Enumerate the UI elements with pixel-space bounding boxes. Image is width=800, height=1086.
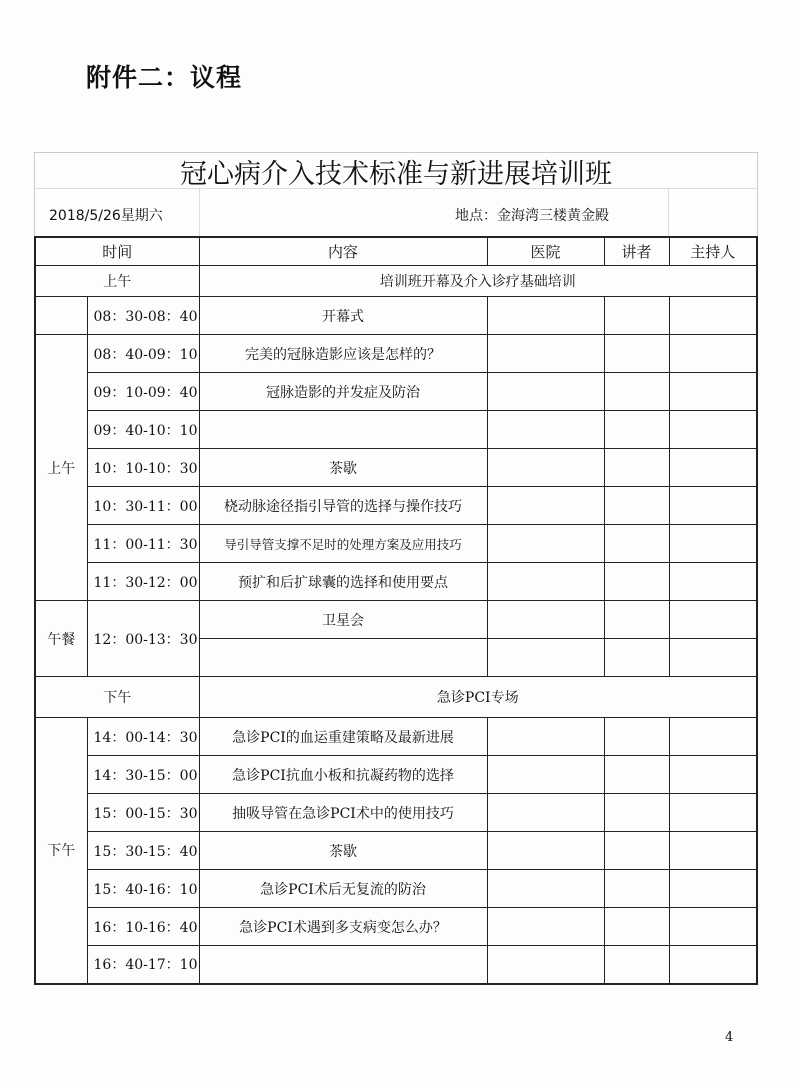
- speaker-cell: [604, 639, 669, 677]
- hospital-cell: [487, 718, 604, 756]
- time-cell: 11：00-11：30: [87, 525, 199, 563]
- host-cell: [669, 908, 757, 946]
- hospital-cell: [487, 946, 604, 984]
- period-cell: 下午: [35, 718, 87, 984]
- table-row: [35, 411, 757, 449]
- speaker-cell: [604, 563, 669, 601]
- page-number: 4: [725, 1030, 734, 1045]
- speaker-cell: [604, 794, 669, 832]
- speaker-cell: [604, 601, 669, 639]
- host-cell: [669, 411, 757, 449]
- table-row: [35, 525, 757, 563]
- hospital-cell: [487, 870, 604, 908]
- hospital-cell: [487, 756, 604, 794]
- header-time: 时间: [35, 237, 199, 266]
- host-cell: [669, 449, 757, 487]
- section-row-afternoon: [35, 677, 757, 718]
- time-cell: 11：30-12：00: [87, 563, 199, 601]
- content-cell: 抽吸导管在急诊PCI术中的使用技巧: [199, 794, 487, 832]
- hospital-cell: [487, 908, 604, 946]
- time-cell: 15：30-15：40: [87, 832, 199, 870]
- host-cell: [669, 525, 757, 563]
- header-row: [35, 237, 757, 266]
- period-cell: [35, 297, 87, 335]
- content-cell: 卫星会: [199, 601, 487, 639]
- time-cell: 09：40-10：10: [87, 411, 199, 449]
- content-cell: 完美的冠脉造影应该是怎样的？: [199, 335, 487, 373]
- speaker-cell: [604, 525, 669, 563]
- hospital-cell: [487, 449, 604, 487]
- agenda-table: [34, 236, 758, 985]
- section-period: 上午: [35, 266, 199, 297]
- table-row: [35, 908, 757, 946]
- event-date: 2018/5/26星期六: [49, 208, 163, 224]
- speaker-cell: [604, 870, 669, 908]
- hospital-cell: [487, 639, 604, 677]
- section-row-morning: [35, 266, 757, 297]
- speaker-cell: [604, 335, 669, 373]
- hospital-cell: [487, 487, 604, 525]
- hospital-cell: [487, 297, 604, 335]
- speaker-cell: [604, 449, 669, 487]
- event-venue: 地点：金海湾三楼黄金殿: [455, 208, 609, 224]
- hospital-cell: [487, 411, 604, 449]
- table-row: [35, 756, 757, 794]
- table-row: [35, 373, 757, 411]
- host-cell: [669, 335, 757, 373]
- time-cell: 08：40-09：10: [87, 335, 199, 373]
- content-cell: [199, 639, 487, 677]
- table-row: [35, 946, 757, 984]
- host-cell: [669, 946, 757, 984]
- content-cell: 急诊PCI的血运重建策略及最新进展: [199, 718, 487, 756]
- time-cell: 15：40-16：10: [87, 870, 199, 908]
- host-cell: [669, 794, 757, 832]
- speaker-cell: [604, 487, 669, 525]
- speaker-cell: [604, 718, 669, 756]
- host-cell: [669, 601, 757, 639]
- speaker-cell: [604, 908, 669, 946]
- attachment-title: 附件二：议程: [86, 63, 243, 92]
- header-host: 主持人: [669, 237, 757, 266]
- table-row: [35, 449, 757, 487]
- content-cell: 桡动脉途径指引导管的选择与操作技巧: [199, 487, 487, 525]
- content-cell: 茶歇: [199, 449, 487, 487]
- content-cell: 开幕式: [199, 297, 487, 335]
- hospital-cell: [487, 335, 604, 373]
- table-row: [35, 601, 757, 639]
- host-cell: [669, 718, 757, 756]
- time-cell: 12：00-13：30: [87, 601, 199, 677]
- host-cell: [669, 373, 757, 411]
- header-speaker: 讲者: [604, 237, 669, 266]
- host-cell: [669, 297, 757, 335]
- table-row: [35, 563, 757, 601]
- host-cell: [669, 870, 757, 908]
- host-cell: [669, 832, 757, 870]
- table-row: [35, 487, 757, 525]
- table-row: [35, 832, 757, 870]
- time-cell: 14：00-14：30: [87, 718, 199, 756]
- host-cell: [669, 487, 757, 525]
- table-row: [35, 335, 757, 373]
- hospital-cell: [487, 832, 604, 870]
- header-hospital: 医院: [487, 237, 604, 266]
- event-info-row: [34, 188, 758, 237]
- period-cell: 午餐: [35, 601, 87, 677]
- speaker-cell: [604, 946, 669, 984]
- table-row: [35, 297, 757, 335]
- time-cell: 16：10-16：40: [87, 908, 199, 946]
- period-cell: 上午: [35, 335, 87, 601]
- time-cell: 16：40-17：10: [87, 946, 199, 984]
- content-cell: 急诊PCI术遇到多支病变怎么办？: [199, 908, 487, 946]
- time-cell: 10：30-11：00: [87, 487, 199, 525]
- table-row: [35, 870, 757, 908]
- time-cell: 14：30-15：00: [87, 756, 199, 794]
- time-cell: 08：30-08：40: [87, 297, 199, 335]
- divider: [668, 189, 669, 237]
- content-cell: 预扩和后扩球囊的选择和使用要点: [199, 563, 487, 601]
- hospital-cell: [487, 525, 604, 563]
- content-cell: 急诊PCI术后无复流的防治: [199, 870, 487, 908]
- table-row: [35, 794, 757, 832]
- time-cell: 10：10-10：30: [87, 449, 199, 487]
- speaker-cell: [604, 756, 669, 794]
- table-row: [35, 718, 757, 756]
- content-cell: 冠脉造影的并发症及防治: [199, 373, 487, 411]
- content-cell: 急诊PCI抗血小板和抗凝药物的选择: [199, 756, 487, 794]
- event-title: 冠心病介入技术标准与新进展培训班: [34, 152, 758, 189]
- header-content: 内容: [199, 237, 487, 266]
- host-cell: [669, 639, 757, 677]
- content-cell: [199, 411, 487, 449]
- hospital-cell: [487, 601, 604, 639]
- section-description: 培训班开幕及介入诊疗基础培训: [199, 266, 757, 297]
- hospital-cell: [487, 794, 604, 832]
- content-cell: 茶歇: [199, 832, 487, 870]
- section-description: 急诊PCI专场: [199, 677, 757, 718]
- speaker-cell: [604, 411, 669, 449]
- content-cell: [199, 946, 487, 984]
- time-cell: 15：00-15：30: [87, 794, 199, 832]
- time-cell: 09：10-09：40: [87, 373, 199, 411]
- host-cell: [669, 563, 757, 601]
- hospital-cell: [487, 563, 604, 601]
- hospital-cell: [487, 373, 604, 411]
- speaker-cell: [604, 373, 669, 411]
- speaker-cell: [604, 832, 669, 870]
- speaker-cell: [604, 297, 669, 335]
- content-cell: 导引导管支撑不足时的处理方案及应用技巧: [199, 525, 487, 563]
- divider: [199, 189, 200, 237]
- section-period: 下午: [35, 677, 199, 718]
- host-cell: [669, 756, 757, 794]
